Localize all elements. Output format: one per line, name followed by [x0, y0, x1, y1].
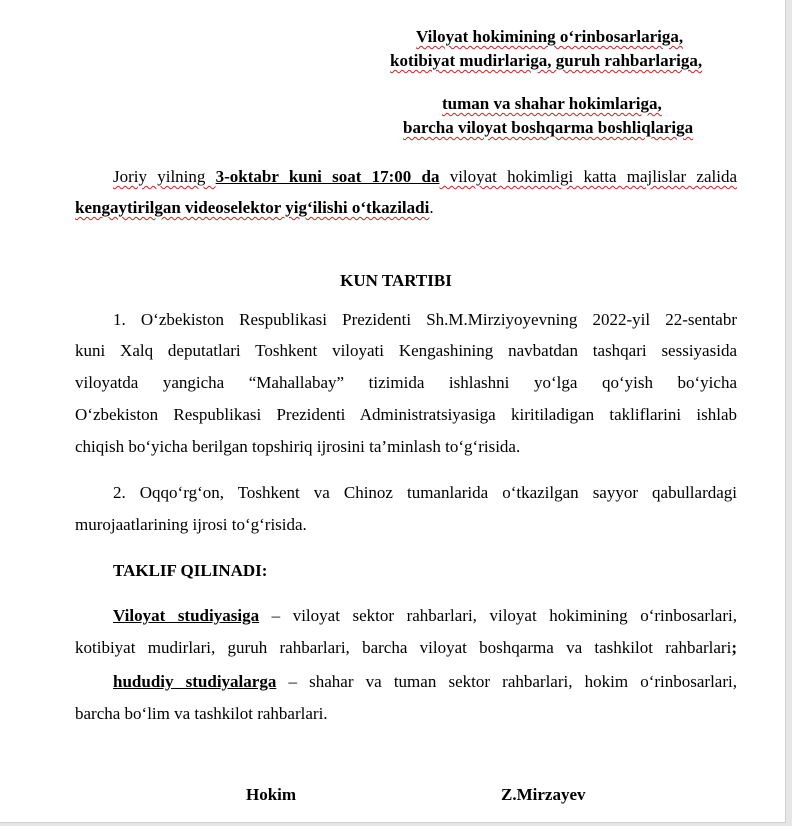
agenda-item-1-line-2: kuni Xalq deputatlari Toshkent viloyati Kengashining navbatdan tashqari sessiyasida: [75, 341, 737, 360]
district-text: – shahar va tuman sektor rahbarlari, hokim o‘rinbosarlari,: [276, 672, 737, 691]
agenda-item-1-line-5: chiqish bo‘yicha berilgan topshiriq ijrosini ta’minlash to‘g‘risida.: [75, 437, 521, 456]
intro-text-2: viloyat hokimligi katta majlislar zalida: [439, 167, 738, 186]
signature-name: Z.Mirzayev: [501, 785, 586, 804]
agenda-item-1-line-3: viloyatda yangicha “Mahallabay” tizimida ishlashni yo‘lga qo‘yish bo‘yicha: [75, 373, 737, 392]
studio-line-1: [113, 606, 737, 626]
intro-text-1: Joriy yilning: [113, 167, 216, 186]
agenda-item-1-line-4: O‘zbekiston Respublikasi Prezidenti Administratsiyasiga kiritiladigan takliflarini ishlab: [75, 405, 737, 424]
agenda-item-1-line-1: 1. O‘zbekiston Respublikasi Prezidenti Sh.M.Mirziyoyevning 2022-yil 22-sentabr: [113, 310, 737, 329]
intro-line-2: [75, 198, 434, 218]
addressee-line-4: barcha viloyat boshqarma boshliqlariga: [403, 118, 694, 137]
signature-title: Hokim: [246, 785, 297, 804]
addressee-line-1: Viloyat hokimining o‘rinbosarlariga,: [416, 27, 684, 46]
meeting-time: 3-oktabr kuni soat 17:00 da: [215, 167, 440, 186]
invite-heading: TAKLIF QILINADI:: [113, 561, 268, 580]
studio-line-2: [75, 638, 737, 658]
studio-text: – viloyat sektor rahbarlari, viloyat hokimining o‘rinbosarlari,: [259, 606, 737, 625]
studio-text-2: kotibiyat mudirlari, guruh rahbarlari, barcha viloyat boshqarma va tashkilot rahbarlari: [75, 638, 732, 657]
addressee-line-3: tuman va shahar hokimlariga,: [442, 94, 662, 113]
intro-line-1: [113, 167, 737, 187]
district-label: hududiy studiyalarga: [113, 672, 277, 691]
addressee-line-2: kotibiyat mudirlariga, guruh rahbarlariga,: [390, 51, 703, 70]
studio-semicolon: ;: [731, 638, 737, 657]
agenda-item-2-line-1: 2. Oqqo‘rg‘on, Toshkent va Chinoz tumanlarida o‘tkazilgan sayyor qabullardagi: [113, 483, 737, 502]
district-line-1: [113, 672, 737, 692]
agenda-item-2-line-2: murojaatlarining ijrosi to‘g‘risida.: [75, 515, 307, 534]
intro-period: .: [429, 198, 434, 217]
meeting-type: kengaytirilgan videoselektor yig‘ilishi o‘tkaziladi: [75, 198, 430, 217]
district-line-2: barcha bo‘lim va tashkilot rahbarlari.: [75, 704, 328, 723]
agenda-heading: KUN TARTIBI: [340, 271, 452, 290]
studio-label: Viloyat studiyasiga: [113, 606, 260, 625]
